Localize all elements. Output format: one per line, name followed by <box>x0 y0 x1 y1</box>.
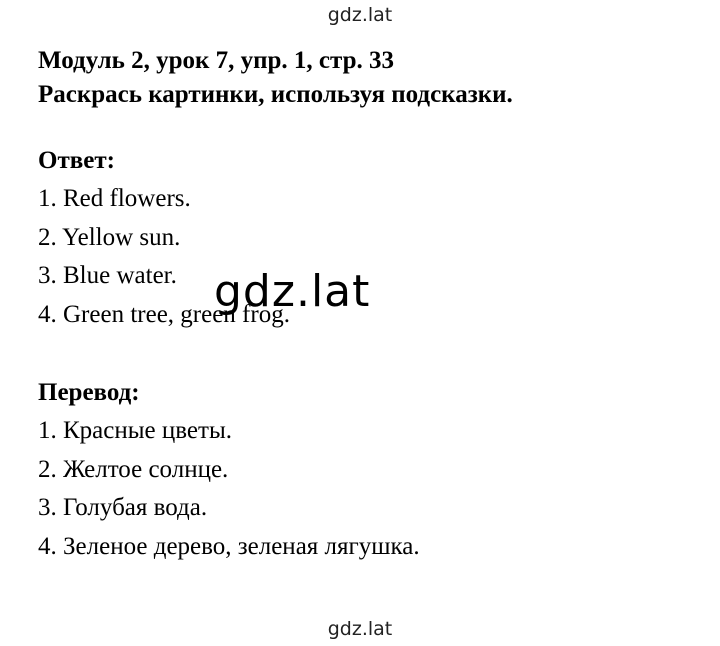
document-content <box>38 44 708 566</box>
answer-item: 1. Red flowers. <box>38 185 191 212</box>
translation-item: 3. Голубая вода. <box>38 494 208 521</box>
answer-item: 4. Green tree, green frog. <box>38 300 290 328</box>
translation-item: 1. Красные цветы. <box>38 417 232 444</box>
watermark-top: gdz.lat <box>327 4 393 26</box>
exercise-title: Модуль 2, урок 7, упр. 1, стр. 33 <box>38 47 395 74</box>
answer-heading: Ответ: <box>38 147 115 174</box>
translation-list <box>38 412 708 566</box>
watermark-bottom: gdz.lat <box>327 618 393 640</box>
translation-item: 2. Желтое солнце. <box>38 455 229 483</box>
answer-item: 2. Yellow sun. <box>38 223 181 251</box>
exercise-instruction: Раскрась картинки, используя подсказки. <box>38 81 513 108</box>
answer-item: 3. Blue water. <box>38 262 177 289</box>
translation-heading: Перевод: <box>38 379 140 406</box>
watermark-center: gdz.lat <box>214 266 371 317</box>
answer-list <box>38 180 708 334</box>
translation-item: 4. Зеленое дерево, зеленая лягушка. <box>38 532 420 560</box>
